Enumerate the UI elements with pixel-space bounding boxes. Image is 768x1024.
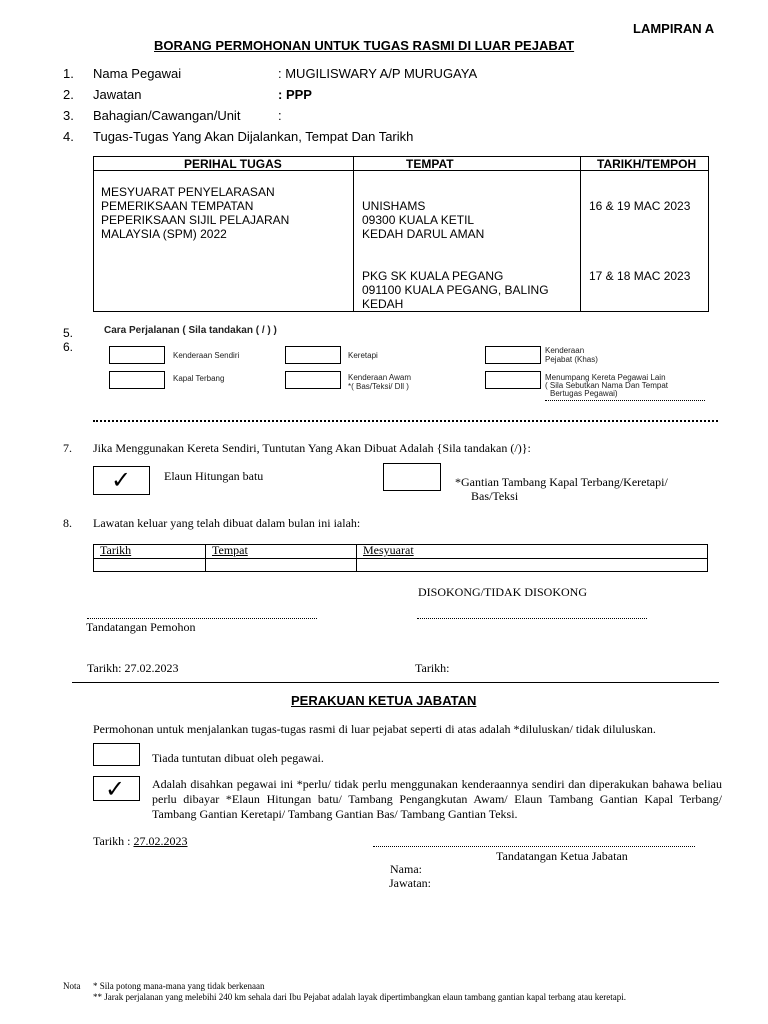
field-num-4: 4. bbox=[63, 129, 74, 144]
checkbox-kapal-terbang[interactable] bbox=[109, 371, 165, 389]
tarikh-pemohon: Tarikh: 27.02.2023 bbox=[87, 661, 179, 675]
perakuan-option-disahkan: Adalah disahkan pegawai ini *perlu/ tidak perlu menggunakan kenderaannya sendiri dan diperakukan bahawa beliau perlu dibayar *Elaun Hitungan batu/ Tambang Pengangkutan Awam/ Elaun Tambang Gantian Kapal Terbang/ Tambang Gantian Keretapi/ Tambang Gantian Bas/ Tambang Gantian Teksi. bbox=[152, 777, 722, 821]
perihal-line: MALAYSIA (SPM) 2022 bbox=[101, 227, 227, 241]
place-date: 16 & 19 MAC 2023 bbox=[589, 199, 691, 213]
checkbox-keretapi[interactable] bbox=[285, 346, 341, 364]
field-num-3: 3. bbox=[63, 108, 74, 123]
perihal-line: MESYUARAT PENYELARASAN bbox=[101, 185, 275, 199]
place-line: UNISHAMS bbox=[362, 199, 426, 213]
perakuan-tarikh-label: Tarikh : bbox=[93, 834, 134, 848]
perihal-line: PEPERIKSAAN SIJIL PELAJARAN bbox=[101, 213, 290, 227]
place-line: 091100 KUALA PEGANG, BALING bbox=[362, 283, 549, 297]
visits-header-mesyuarat: Mesyuarat bbox=[363, 543, 414, 557]
lampiran-label: LAMPIRAN A bbox=[633, 21, 715, 36]
sign-ketua-label: Tandatangan Ketua Jabatan bbox=[496, 849, 628, 863]
field-label-bahagian: Bahagian/Cawangan/Unit bbox=[93, 108, 241, 123]
visits-header-tarikh: Tarikh bbox=[100, 543, 132, 557]
travel-dotted-rule bbox=[93, 420, 718, 422]
travel-option-label: *( Bas/Teksi/ Dll ) bbox=[348, 382, 409, 391]
travel-option-label: Kenderaan Sendiri bbox=[173, 351, 240, 360]
nota-line-2: ** Jarak perjalanan yang melebihi 240 km sehala dari Ibu Pejabat adalah layak dipertimbangkan elaun tambang gantian kapal terbang atau keretapi. bbox=[93, 992, 627, 1002]
checkbox-gantian-tambang[interactable] bbox=[383, 463, 441, 491]
pemohon-signature-line bbox=[87, 618, 317, 619]
perakuan-tarikh-value: 27.02.2023 bbox=[133, 834, 188, 848]
perakuan-paragraph: Permohonan untuk menjalankan tugas-tugas rasmi di luar pejabat seperti di atas adalah *diluluskan/ tidak diluluskan. bbox=[93, 722, 656, 736]
disokong-label: DISOKONG/TIDAK DISOKONG bbox=[418, 585, 587, 599]
field-label-jawatan: Jawatan bbox=[93, 87, 142, 102]
q8-text: Lawatan keluar yang telah dibuat dalam bulan ini ialah: bbox=[93, 516, 361, 530]
checkbox-tiada-tuntutan[interactable] bbox=[93, 743, 140, 766]
travel-option-label: Kapal Terbang bbox=[173, 374, 225, 383]
travel-heading: Cara Perjalanan ( Sila tandakan ( / ) ) bbox=[104, 325, 277, 336]
travel-option-label: ( Sila Sebutkan Nama Dan Tempat bbox=[545, 381, 669, 390]
duty-header-perihal: PERIHAL TUGAS bbox=[184, 157, 282, 171]
field-value-nama: : MUGILISWARY A/P MURUGAYA bbox=[278, 66, 478, 81]
travel-option-label: Kenderaan Awam bbox=[348, 373, 412, 382]
field-num-5: 5. bbox=[63, 326, 74, 340]
visits-table-col-rule-2 bbox=[356, 544, 357, 572]
field-num-7: 7. bbox=[63, 441, 72, 455]
field-value-jawatan: : PPP bbox=[278, 87, 312, 102]
place-line: KEDAH bbox=[362, 297, 404, 311]
penyokong-signature-line bbox=[417, 618, 647, 619]
menumpang-dotted-rule bbox=[545, 400, 705, 401]
place-line: PKG SK KUALA PEGANG bbox=[362, 269, 504, 283]
travel-option-label: Pejabat (Khas) bbox=[545, 355, 598, 364]
q7-option-elaun: Elaun Hitungan batu bbox=[164, 469, 264, 483]
visits-table-col-rule-1 bbox=[205, 544, 206, 572]
nota-label: Nota bbox=[63, 981, 81, 991]
visits-header-tempat: Tempat bbox=[212, 543, 248, 557]
section-divider bbox=[72, 682, 719, 683]
sign-pemohon-label: Tandatangan Pemohon bbox=[86, 620, 196, 634]
nota-line-1: * Sila potong mana-mana yang tidak berkenaan bbox=[93, 981, 265, 991]
visits-table-row-rule bbox=[93, 558, 708, 559]
duty-header-tempat: TEMPAT bbox=[406, 157, 454, 171]
travel-option-label: Kenderaan bbox=[545, 346, 585, 355]
field-label-nama: Nama Pegawai bbox=[93, 66, 182, 81]
duty-header-tarikh: TARIKH/TEMPOH bbox=[597, 157, 697, 171]
perihal-line: PEMERIKSAAN TEMPATAN bbox=[101, 199, 254, 213]
q7-option-gantian: *Gantian Tambang Kapal Terbang/Keretapi/ bbox=[455, 475, 668, 489]
check-mark-icon: ✓ bbox=[111, 466, 132, 494]
checkbox-kenderaan-sendiri[interactable] bbox=[109, 346, 165, 364]
duty-table-col-rule-2 bbox=[580, 156, 581, 312]
field-value-bahagian: : bbox=[278, 108, 282, 123]
checkbox-menumpang[interactable] bbox=[485, 371, 541, 389]
form-title: BORANG PERMOHONAN UNTUK TUGAS RASMI DI LUAR PEJABAT bbox=[154, 38, 575, 53]
check-mark-icon: ✓ bbox=[105, 775, 126, 803]
checkbox-kenderaan-pejabat[interactable] bbox=[485, 346, 541, 364]
travel-option-label: Bertugas Pegawai) bbox=[550, 389, 618, 398]
travel-option-label: Keretapi bbox=[348, 351, 378, 360]
field-num-2: 2. bbox=[63, 87, 74, 102]
q7-text: Jika Menggunakan Kereta Sendiri, Tuntutan Yang Akan Dibuat Adalah {Sila tandakan (/)}: bbox=[93, 441, 531, 455]
q7-option-gantian-cont: Bas/Teksi bbox=[471, 489, 519, 503]
field-num-8: 8. bbox=[63, 516, 72, 530]
field-label-tugas: Tugas-Tugas Yang Akan Dijalankan, Tempat Dan Tarikh bbox=[93, 129, 414, 144]
place-line: 09300 KUALA KETIL bbox=[362, 213, 475, 227]
ketua-signature-line bbox=[373, 846, 695, 847]
place-line: KEDAH DARUL AMAN bbox=[362, 227, 485, 241]
perakuan-tarikh bbox=[93, 834, 187, 849]
checkbox-kenderaan-awam[interactable] bbox=[285, 371, 341, 389]
duty-table-col-rule-1 bbox=[353, 156, 354, 312]
ketua-jawatan-label: Jawatan: bbox=[389, 876, 431, 890]
tarikh-penyokong: Tarikh: bbox=[415, 661, 450, 675]
ketua-nama-label: Nama: bbox=[390, 862, 422, 876]
field-num-6: 6. bbox=[63, 340, 74, 354]
travel-option-label: Menumpang Kereta Pegawai Lain bbox=[545, 373, 666, 382]
field-num-1: 1. bbox=[63, 66, 74, 81]
perakuan-title: PERAKUAN KETUA JABATAN bbox=[291, 693, 477, 708]
place-date: 17 & 18 MAC 2023 bbox=[589, 269, 691, 283]
perakuan-option-tiada: Tiada tuntutan dibuat oleh pegawai. bbox=[152, 751, 324, 765]
